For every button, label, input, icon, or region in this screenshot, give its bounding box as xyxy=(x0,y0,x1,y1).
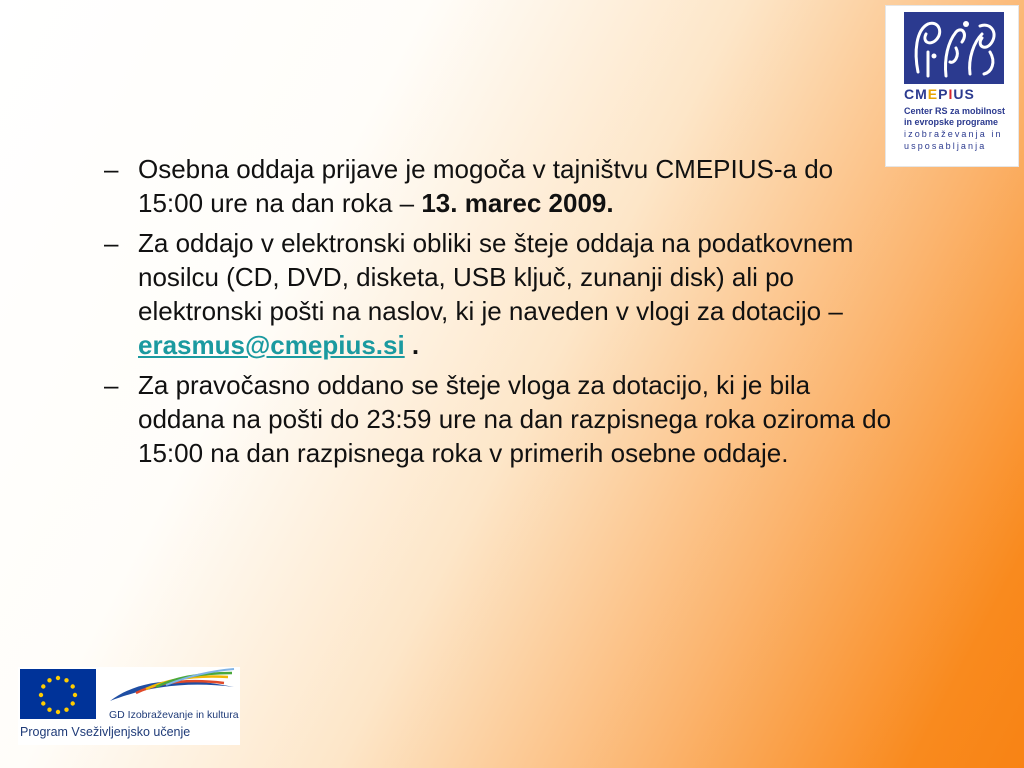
bullet-item xyxy=(100,226,900,362)
bullet-end-punct: . xyxy=(404,330,420,360)
bullet-text: Za pravočasno oddano se šteje vloga za dotacijo, ki je bila oddana na pošti do 23:59 ure na dan razpisnega roka oziroma do 15:00 na dan razpisnega roka v primerih osebne oddaje. xyxy=(138,370,892,468)
cmepius-tagline-3: izobraževanja in xyxy=(904,129,1003,139)
slide-body xyxy=(100,152,900,476)
cmepius-figures-icon xyxy=(904,12,1004,84)
cmepius-tagline-2: in evropske programe xyxy=(904,117,999,127)
eu-lifelong-learning-logo xyxy=(18,667,240,745)
directorate-label: GD Izobraževanje in kultura xyxy=(109,709,239,721)
email-link[interactable]: erasmus@cmepius.si xyxy=(138,330,405,360)
cmepius-logo xyxy=(885,5,1019,167)
cmepius-wordmark: CMEPIUS xyxy=(904,86,975,102)
lifelong-learning-swoosh-icon xyxy=(106,667,238,707)
bullet-text: Za oddajo v elektronski obliki se šteje oddaja na podatkovnem nosilcu (CD, DVD, disketa, USB ključ, zunanji disk) ali po elektronski pošti na naslov, ki je naveden v vlogi za dotacijo – xyxy=(138,228,854,326)
program-label: Program Vseživljenjsko učenje xyxy=(20,725,191,739)
bullet-item xyxy=(100,152,900,220)
bullet-dash: – xyxy=(104,370,119,400)
bullet-dash: – xyxy=(104,154,119,184)
deadline-date: 13. marec 2009. xyxy=(421,188,614,218)
cmepius-tagline-1: Center RS za mobilnost xyxy=(904,106,1006,116)
bullet-dash: – xyxy=(104,228,119,258)
bullet-item xyxy=(100,368,900,470)
eu-flag-icon xyxy=(20,669,96,719)
bullet-list xyxy=(100,152,900,470)
bullet-text: Osebna oddaja prijave je mogoča v tajništvu CMEPIUS-a do 15:00 ure na dan roka – xyxy=(138,154,834,218)
cmepius-tagline-4: usposabljanja xyxy=(904,141,987,151)
